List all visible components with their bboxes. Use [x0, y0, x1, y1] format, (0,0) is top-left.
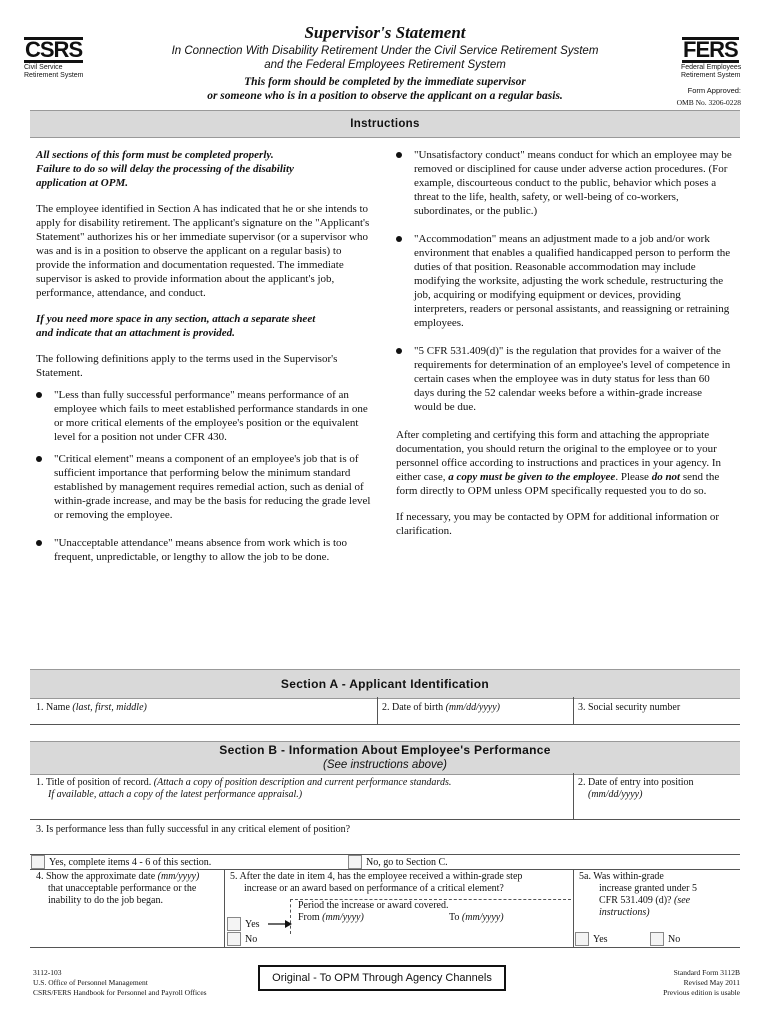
definition-text: "Unsatisfactory conduct" means conduct for which an employee may be removed or disciplined for cause under adverse action procedures. (For example, discourteous conduct to the public, behavior which poses a threat to the life, health, safety, or well-being of co-workers, subordinates, or the public.) [414, 149, 732, 217]
bullet-icon [396, 236, 402, 242]
perf-yes-checkbox[interactable] [31, 855, 45, 869]
divider [30, 947, 740, 948]
field-label: 1. Name [36, 702, 70, 713]
divider [377, 697, 378, 724]
intro-line3: application at OPM. [36, 177, 128, 189]
return-text: . Please [615, 471, 649, 483]
definitions-intro: The following definitions apply to the terms used in the Supervisor's Statement. [36, 353, 338, 379]
bullet-icon [36, 540, 42, 546]
standard-form-number: Standard Form 3112B [673, 968, 740, 977]
divider [573, 869, 574, 947]
fers-logo [682, 37, 739, 63]
intro-line2: Failure to do so will delay the processing of the disability [36, 163, 294, 175]
subtitle-line1: In Connection With Disability Retirement Under the Civil Service Retirement System [171, 45, 599, 57]
field-hint: (mm/dd/yyyy) [445, 702, 501, 713]
fers-logo-caption [681, 64, 741, 80]
csrs-logo-caption [24, 64, 84, 80]
field-hint: If available, attach a copy of the latest performance appraisal.) [48, 789, 303, 800]
perf-yes-label: Yes, complete items 4 - 6 of this section. [49, 857, 212, 868]
note-line2: or someone who is in a position to observe the applicant on a regular basis. [207, 90, 563, 102]
question-5 [230, 871, 570, 895]
definition-text: "5 CFR 531.409(d)" is the regulation that provides for a waiver of the requirements for determination of an employee's level of competence in certain cases when the employee was in duty status for less than 60 days during the 52 calendar weeks before a within-grade increase would be due. [414, 345, 731, 413]
definition-text: "Less than fully successful performance" means performance of an employee which fails to meet established performance standards in one or more critical elements of the employee's position or the equivalent level for a position not under CFR 430. [54, 389, 368, 443]
field-label: increase or an award based on performance of a critical element? [244, 883, 504, 894]
name-field[interactable] [36, 702, 366, 722]
section-b-title: Section B - Information About Employee's Performance [219, 743, 551, 757]
note-line1: This form should be completed by the immediate supervisor [244, 76, 526, 88]
date-of-birth-field[interactable] [382, 702, 567, 722]
definition-text: "Critical element" means a component of an employee's job that is of sufficient importance that performing below the minimum standard established by management requires remedial action, such as denial of within-grade increase, and may be the basis for reducing the grade level or removing the employee. [54, 453, 371, 521]
csrs-caption-line1: Civil Service [24, 64, 63, 71]
wgi-yes-label: Yes [593, 934, 608, 945]
divider [573, 697, 574, 724]
field-label: 2. Date of birth [382, 702, 444, 713]
field-hint: (mm/yyyy) [461, 912, 504, 923]
divider [573, 773, 574, 819]
wgi-no-checkbox[interactable] [650, 932, 664, 946]
field-label: CFR 531.409 (d)? [599, 895, 672, 906]
form-approved-label: Form Approved: [687, 86, 741, 95]
date-of-entry-field[interactable] [578, 777, 738, 817]
perf-no-checkbox[interactable] [348, 855, 362, 869]
award-no-checkbox[interactable] [227, 932, 241, 946]
period-to-field[interactable] [449, 912, 564, 930]
return-emphasis: a copy must be given to the employee [448, 471, 616, 483]
field-label: increase granted under 5 [599, 883, 698, 894]
csrs-logo [24, 37, 83, 63]
definition-item [396, 232, 732, 330]
fers-caption-line2: Retirement System [681, 72, 741, 79]
subtitle-line2: and the Federal Employees Retirement System [264, 59, 506, 71]
omb-number: OMB No. 3206-0228 [676, 98, 741, 107]
question-3: 3. Is performance less than fully successful in any critical element of position? [36, 824, 351, 835]
definition-item [396, 344, 732, 414]
field-label: 4. Show the approximate date [36, 871, 156, 882]
period-label: Period the increase or award covered. [298, 900, 449, 911]
contact-note: If necessary, you may be contacted by OPM for additional information or clarification. [396, 511, 720, 537]
handbook-name: CSRS/FERS Handbook for Personnel and Payroll Offices [33, 988, 207, 997]
fers-logo-text: FERS [683, 37, 738, 62]
intro-paragraph: The employee identified in Section A has indicated that he or she intends to apply for disability retirement. The applicant's signature on the "Applicant's Statement" authorizes his or her immediate supervisor (or a supervisor who was and is in a position to observe the applicant on a regular basis) to provide the information and documentation requested. The immediate supervisor is asked to provide information about the applicant's job, performance, attendance, and conduct. [36, 203, 370, 299]
field-hint: (last, first, middle) [72, 702, 147, 713]
field-label: 5. After the date in item 4, has the employee received a within-grade step [230, 871, 523, 882]
field-label: 1. Title of position of record. [36, 777, 152, 788]
definition-text: "Accommodation" means an adjustment made to a job and/or work environment that enables a qualified handicapped person to perform the duties of that position. Reasonable accommodation may include modifying the worksite, adjusting the work schedule, restructuring the job, acquiring or modifying equipment or devices, providing interpreters, readers or personal assistants, and reassigning or retraining employees. [414, 233, 731, 329]
revision-date: Revised May 2011 [683, 978, 740, 987]
field-hint: (mm/yyyy) [322, 912, 364, 923]
footer-left [33, 968, 263, 998]
field-hint: (mm/dd/yyyy) [588, 789, 643, 800]
field-label: 3. Social security number [578, 702, 681, 713]
instructions-right-column [396, 148, 732, 538]
perf-no-label: No, go to Section C. [366, 857, 448, 868]
divider [224, 869, 225, 947]
original-copy-stamp: Original - To OPM Through Agency Channels [258, 965, 506, 991]
footer-right [540, 968, 740, 998]
csrs-caption-line2: Retirement System [24, 72, 84, 79]
divider [30, 854, 740, 855]
bullet-icon [396, 348, 402, 354]
period-from-field[interactable] [298, 912, 443, 930]
divider [30, 819, 740, 820]
field-hint: (see [674, 895, 691, 906]
definition-item [36, 452, 374, 522]
field-hint: (Attach a copy of position description and current performance standards. [153, 777, 452, 788]
field-hint: instructions) [599, 907, 650, 918]
definition-item [36, 388, 374, 444]
field-label: From [298, 912, 320, 923]
definition-item [396, 148, 732, 218]
page-title: Supervisor's Statement [304, 23, 466, 42]
position-title-field[interactable] [36, 777, 566, 817]
performance-start-date-field[interactable] [36, 871, 222, 945]
completion-note [150, 75, 620, 103]
return-emphasis: do not [651, 471, 681, 483]
question-5a [579, 871, 737, 919]
field-label: inability to do the job began. [48, 895, 163, 906]
csrs-logo-text: CSRS [25, 37, 83, 62]
definition-item [36, 536, 374, 564]
return-instructions [396, 428, 732, 498]
wgi-yes-checkbox[interactable] [575, 932, 589, 946]
divider [30, 724, 740, 725]
form-number: 3112-103 [33, 968, 62, 977]
return-text: send the form directly to OPM unless OPM specifically requested you to do so. [396, 471, 720, 497]
ssn-field[interactable] [578, 702, 738, 722]
section-b-heading [30, 741, 740, 775]
bullet-icon [36, 456, 42, 462]
award-no-label: No [245, 934, 258, 945]
award-yes-checkbox[interactable] [227, 917, 241, 931]
field-label: 5a. Was within-grade [579, 871, 664, 882]
extra-space-note-line1: If you need more space in any section, attach a separate sheet [36, 313, 316, 325]
field-label: that unacceptable performance or the [48, 883, 197, 894]
bullet-icon [396, 152, 402, 158]
extra-space-note-line2: and indicate that an attachment is provided. [36, 327, 235, 339]
award-yes-label: Yes [245, 919, 260, 930]
page-subtitle [110, 44, 660, 72]
instructions-heading: Instructions [30, 110, 740, 138]
previous-edition-note: Previous edition is usable [663, 988, 740, 997]
instructions-left-column [36, 148, 374, 564]
fers-caption-line1: Federal Employees [681, 64, 742, 71]
field-label: To [449, 912, 460, 923]
return-text: After completing and certifying this form and attaching the appropriate documentation, you should return the original to the employee or to your personnel office according to instructions and practices in your agency. In either case, [396, 429, 721, 483]
bullet-icon [36, 392, 42, 398]
agency-name: U.S. Office of Personnel Management [33, 978, 148, 987]
definition-text: "Unacceptable attendance" means absence from work which is too frequent, unpredictable, or lengthy to allow the job to be done. [54, 537, 348, 563]
section-a-heading: Section A - Applicant Identification [30, 669, 740, 699]
wgi-no-label: No [668, 934, 681, 945]
section-b-subtitle: (See instructions above) [322, 759, 447, 771]
field-label: 2. Date of entry into position [578, 777, 694, 788]
intro-line1: All sections of this form must be completed properly. [36, 149, 274, 161]
arrow-right-icon [268, 920, 292, 928]
divider [30, 869, 740, 870]
field-hint: (mm/yyyy) [157, 871, 200, 882]
